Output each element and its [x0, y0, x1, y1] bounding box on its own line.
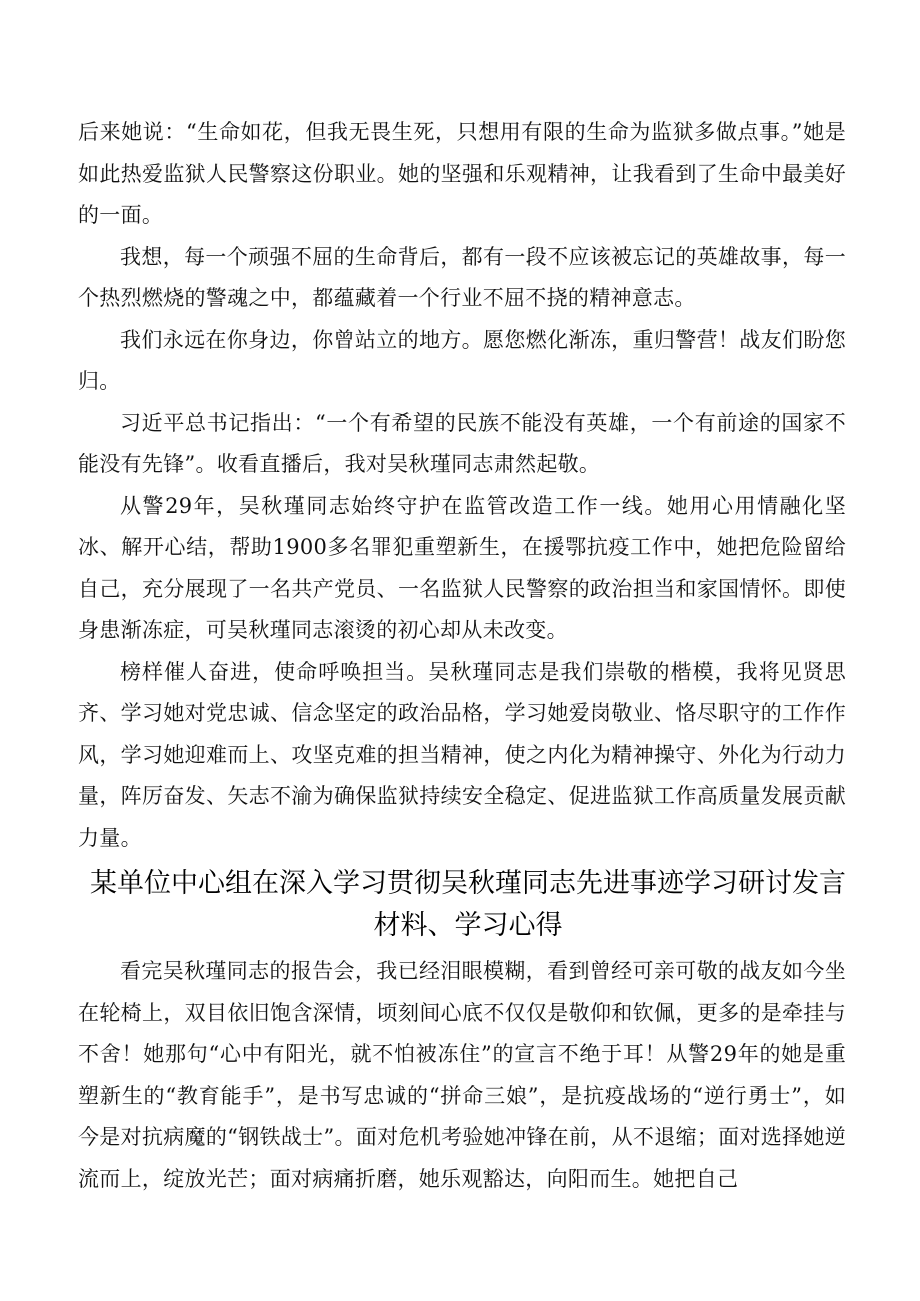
- paragraph-continuation: 后来她说：“生命如花，但我无畏生死，只想用有限的生命为监狱多做点事。”她是如此热爱监狱人民警察这份职业。她的坚强和乐观精神，让我看到了生命中最美好的一面。: [78, 120, 846, 227]
- paragraph: 我想，每一个顽强不屈的生命背后，都有一段不应该被忘记的英雄故事，每一个热烈燃烧的警魂之中，都蕴藏着一个行业不屈不挠的精神意志。: [78, 244, 846, 310]
- paragraph: 习近平总书记指出：“一个有希望的民族不能没有英雄，一个有前途的国家不能没有先锋”。收看直播后，我对吴秋瑾同志肃然起敬。: [78, 410, 846, 476]
- section-heading: 某单位中心组在深入学习贯彻吴秋瑾同志先进事迹学习研讨发言材料、学习心得: [90, 868, 846, 941]
- paragraph: 从警29年，吴秋瑾同志始终守护在监管改造工作一线。她用心用情融化坚冰、解开心结，帮助1900多名罪犯重塑新生，在援鄂抗疫工作中，她把危险留给自己，充分展现了一名共产党员、一名监狱人民警察的政治担当和家国情怀。即使身患渐冻症，可吴秋瑾同志滚烫的初心却从未改变。: [78, 493, 846, 642]
- paragraph: 看完吴秋瑾同志的报告会，我已经泪眼模糊，看到曾经可亲可敬的战友如今坐在轮椅上，双目依旧饱含深情，顷刻间心底不仅仅是敬仰和钦佩，更多的是牵挂与不舍！她那句“心中有阳光，就不怕被冻住”的宣言不绝于耳！从警29年的她是重塑新生的“教育能手”，是书写忠诚的“拼命三娘”，是抗疫战场的“逆行勇士”，如今是对抗病魔的“钢铁战士”。面对危机考验她冲锋在前，从不退缩；面对选择她逆流而上，绽放光芒；面对病痛折磨，她乐观豁达，向阳而生。她把自己: [78, 959, 846, 1191]
- paragraph: 榜样催人奋进，使命呼唤担当。吴秋瑾同志是我们崇敬的楷模，我将见贤思齐、学习她对党忠诚、信念坚定的政治品格，学习她爱岗敬业、恪尽职守的工作作风，学习她迎难而上、攻坚克难的担当精神，使之内化为精神操守、外化为行动力量，阵厉奋发、矢志不渝为确保监狱持续安全稳定、促进监狱工作高质量发展贡献力量。: [78, 659, 846, 850]
- paragraph: 我们永远在你身边，你曾站立的地方。愿您燃化渐冻，重归警营！战友们盼您归。: [78, 327, 846, 393]
- document-body: [78, 112, 846, 1200]
